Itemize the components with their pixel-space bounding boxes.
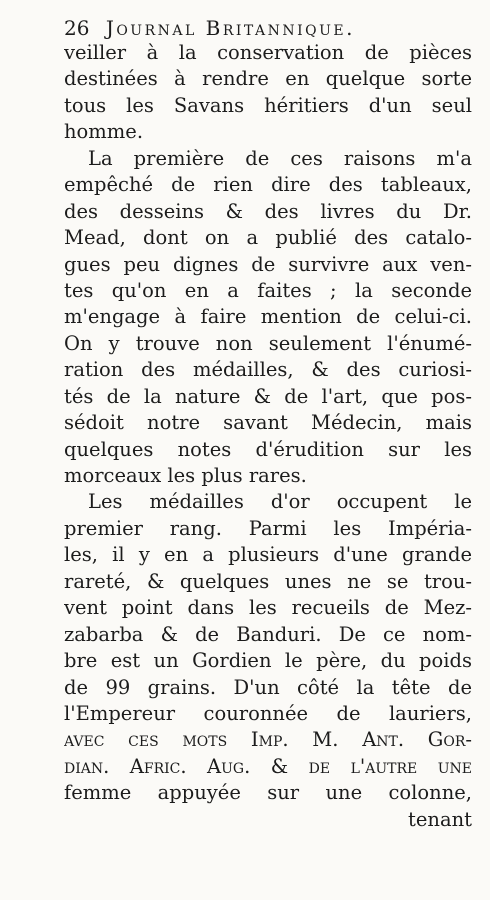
text-line: m'engage à faire mention de celui-ci. [64,305,472,329]
text-line: Les médailles d'or occupent le [88,490,472,514]
text-line: morceaux les plus rares. [64,464,307,487]
text-line: tés de la nature & de l'art, que pos- [64,384,472,408]
text-line: La première de ces raisons m'a [88,146,472,170]
text-line: de 99 grains. D'un côté la tête de [64,675,472,699]
text-line: vent point dans les recueils de Mez- [64,596,472,620]
text-line: empêché de rien dire des tableaux, [64,173,472,197]
page-number: 26 [64,16,90,40]
text-line: quelques notes d'érudition sur les [64,437,472,461]
text-line: On y trouve non seulement l'énumé- [64,331,472,355]
text-line: Mead, dont on a publié des catalo- [64,226,472,250]
running-header [64,14,472,42]
text-line: tous les Savans héritiers d'un seul [64,93,472,117]
text-line: premier rang. Parmi les Impéria- [64,516,472,540]
text-line: femme appuyée sur une colonne, [64,781,472,805]
body-text [64,40,472,833]
text-line: rareté, & quelques unes ne se trou- [64,569,472,593]
text-line: des desseins & des livres du Dr. [64,199,472,223]
text-line: zabarba & de Banduri. De ce nom- [64,622,472,646]
text-line: veiller à la conservation de pièces [64,41,472,64]
text-line: tes qu'on en a faites ; la seconde [64,278,472,302]
text-line: gues peu dignes de survivre aux ven- [64,252,472,276]
text-line: homme. [64,120,144,144]
text-line: les, il y en a plusieurs d'une grande [64,543,472,567]
text-line: ration des médailles, & des curiosi- [64,358,472,382]
text-line: sédoit notre savant Médecin, mais [64,411,472,435]
text-line: tenant [408,807,472,831]
text-line: dian. Afric. Aug. & de l'autre une [64,754,472,778]
text-line: bre est un Gordien le père, du poids [64,649,472,673]
running-title: Journal Britannique. [105,16,355,40]
text-line: l'Empereur couronnée de lauriers, [64,701,472,725]
text-line: avec ces mots Imp. M. Ant. Gor- [64,728,472,752]
text-line: destinées à rendre en quelque sorte [64,67,472,91]
